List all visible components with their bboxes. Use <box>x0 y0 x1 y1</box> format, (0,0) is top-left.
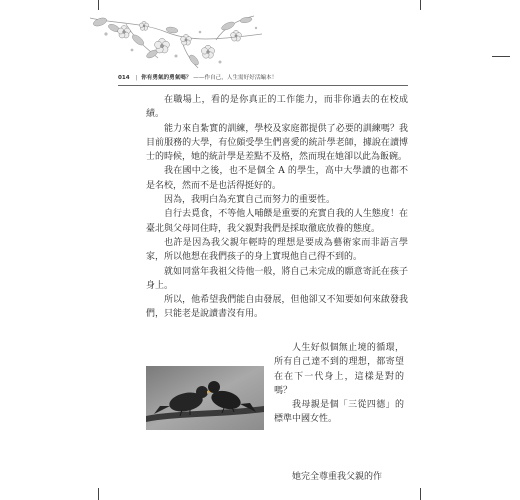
paragraph: 就如同當年我祖父待他一般，將自己未完成的願意寄託在孩子身上。 <box>146 266 408 291</box>
crop-mark-top-right-h <box>492 56 510 57</box>
book-subtitle: ——作自己，人生需好好活編本！ <box>193 75 278 81</box>
paragraph: 我母親是個「三從四德」的標準中國女性。 <box>274 400 404 425</box>
paragraph: 人生好似個無止境的循環，所有自己達不到的理想，都寄望在在下一代身上，這樣是對的嗎？ <box>274 343 404 396</box>
birds-photo <box>146 366 264 430</box>
paragraph: 也許是因為我父親年輕時的理想是要成為藝術家而非語言學家，所以他想在我們孩子的身上實現他自己得不到的。 <box>146 237 408 263</box>
header-separator: | <box>135 75 138 81</box>
body-text <box>146 93 408 322</box>
side-text <box>274 341 404 427</box>
book-title: 你有勇氣的勇氣嗎？ <box>141 75 192 81</box>
bottom-text <box>274 470 404 484</box>
paragraph: 她完全尊重我父親的作 <box>292 472 383 482</box>
running-header <box>118 72 408 84</box>
crop-mark-top-left-v <box>98 0 99 10</box>
crop-mark-bottom-left-v <box>98 488 99 500</box>
paragraph: 因為，我明白為充實自己而努力的重要性。 <box>164 195 336 206</box>
paragraph: 我在國中之後，也不是個全 A 的學生，高中大學讀的也都不是名校，然而不是也活得挺好的。 <box>146 166 408 191</box>
crop-mark-bottom-right-v <box>420 488 421 500</box>
page-number: 014 <box>118 75 130 81</box>
header-rule <box>118 85 408 86</box>
paragraph: 在職場上，看的是你真正的工作能力，而非你過去的在校成績。 <box>146 95 408 120</box>
paragraph: 能力來自紮實的訓練，學校及家庭都提供了必要的訓練嗎？我目前服務的大學，有位頗受學生們喜愛的統計學老師，據說在讀博士的時候，她的統計學是差點不及格，然而現在她卻以此為飯碗。 <box>146 123 408 163</box>
floral-decoration <box>86 10 266 72</box>
paragraph: 所以，他希望我們能自由發展，但他卻又不知要如何來啟發我們，只能老是說讀書沒有用。 <box>146 295 408 320</box>
crop-mark-top-right-v <box>420 0 421 10</box>
paragraph: 自行去覓食，不等他人哺餵是重要的充實自我的人生態度！在臺北與父母同住時，我父親對我們是採取徹底放養的態度。 <box>146 209 408 234</box>
